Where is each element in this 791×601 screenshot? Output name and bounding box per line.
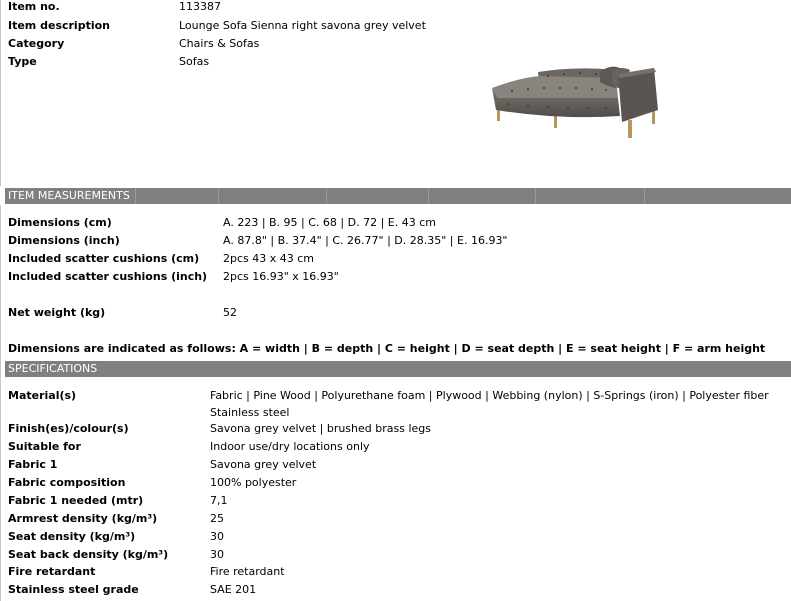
item-no-value: 113387 [179,0,221,13]
materials-value: Fabric | Pine Wood | Polyurethane foam | Plywood | Webbing (nylon) | S-Springs (iron) | Polyester fiber [210,389,769,402]
scatter-cushions-cm-label: Included scatter cushions (cm) [8,252,200,265]
finish-colour-value: Savona grey velvet | brushed brass legs [210,422,431,435]
seat-density-label: Seat density (kg/m³) [8,530,136,543]
measurements-section-header [5,188,791,204]
fabric-1-value: Savona grey velvet [210,458,317,471]
materials-label: Material(s) [8,389,77,402]
left-border [0,205,1,601]
item-description-label: Item description [8,19,110,32]
fabric-needed-value: 7,1 [210,494,228,507]
seat-density-value: 30 [210,530,224,543]
seat-back-density-label: Seat back density (kg/m³) [8,548,169,561]
fabric-composition-label: Fabric composition [8,476,126,489]
scatter-cushions-cm-value: 2pcs 43 x 43 cm [223,252,315,265]
net-weight-label: Net weight (kg) [8,306,106,319]
column-divider [326,188,327,204]
sofa-illustration [492,67,658,138]
scatter-cushions-inch-label: Included scatter cushions (inch) [8,270,208,283]
column-divider [644,188,645,204]
sofa-leg [652,110,655,124]
left-border [0,0,1,186]
measurements-title: ITEM MEASUREMENTS [8,189,130,202]
column-divider [135,188,136,204]
dimensions-inch-value: A. 87.8" | B. 37.4" | C. 26.77" | D. 28.35" | E. 16.93" [223,234,508,247]
finish-colour-label: Finish(es)/colour(s) [8,422,129,435]
sofa-leg [554,116,557,128]
type-label: Type [8,55,37,68]
suitable-for-value: Indoor use/dry locations only [210,440,370,453]
category-value: Chairs & Sofas [179,37,260,50]
seat-back-density-value: 30 [210,548,224,561]
suitable-for-label: Suitable for [8,440,81,453]
fabric-composition-value: 100% polyester [210,476,297,489]
specifications-section-header [5,361,791,377]
column-divider [218,188,219,204]
column-divider [535,188,536,204]
sofa-seat [492,76,618,98]
item-description-value: Lounge Sofa Sienna right savona grey velvet [179,19,426,32]
fire-retardant-label: Fire retardant [8,565,96,578]
type-value: Sofas [179,55,210,68]
stainless-steel-grade-label: Stainless steel grade [8,583,139,596]
fire-retardant-value: Fire retardant [210,565,285,578]
dimensions-legend-note: Dimensions are indicated as follows: A = width | B = depth | C = height | D = seat depth | E = seat height | F = arm height [8,342,766,355]
item-no-label: Item no. [8,0,60,13]
dimensions-inch-label: Dimensions (inch) [8,234,120,247]
dimensions-cm-label: Dimensions (cm) [8,216,112,229]
armrest-density-value: 25 [210,512,224,525]
armrest-density-label: Armrest density (kg/m³) [8,512,158,525]
scatter-cushions-inch-value: 2pcs 16.93" x 16.93" [223,270,339,283]
net-weight-value: 52 [223,306,237,319]
column-divider [428,188,429,204]
sofa-leg [628,120,632,138]
fabric-needed-label: Fabric 1 needed (mtr) [8,494,144,507]
fabric-1-label: Fabric 1 [8,458,58,471]
stainless-steel-grade-value: SAE 201 [210,583,257,596]
category-label: Category [8,37,65,50]
product-image [488,64,664,142]
materials-value-continued: Stainless steel [210,406,290,419]
dimensions-cm-value: A. 223 | B. 95 | C. 68 | D. 72 | E. 43 cm [223,216,436,229]
specifications-title: SPECIFICATIONS [8,362,98,375]
